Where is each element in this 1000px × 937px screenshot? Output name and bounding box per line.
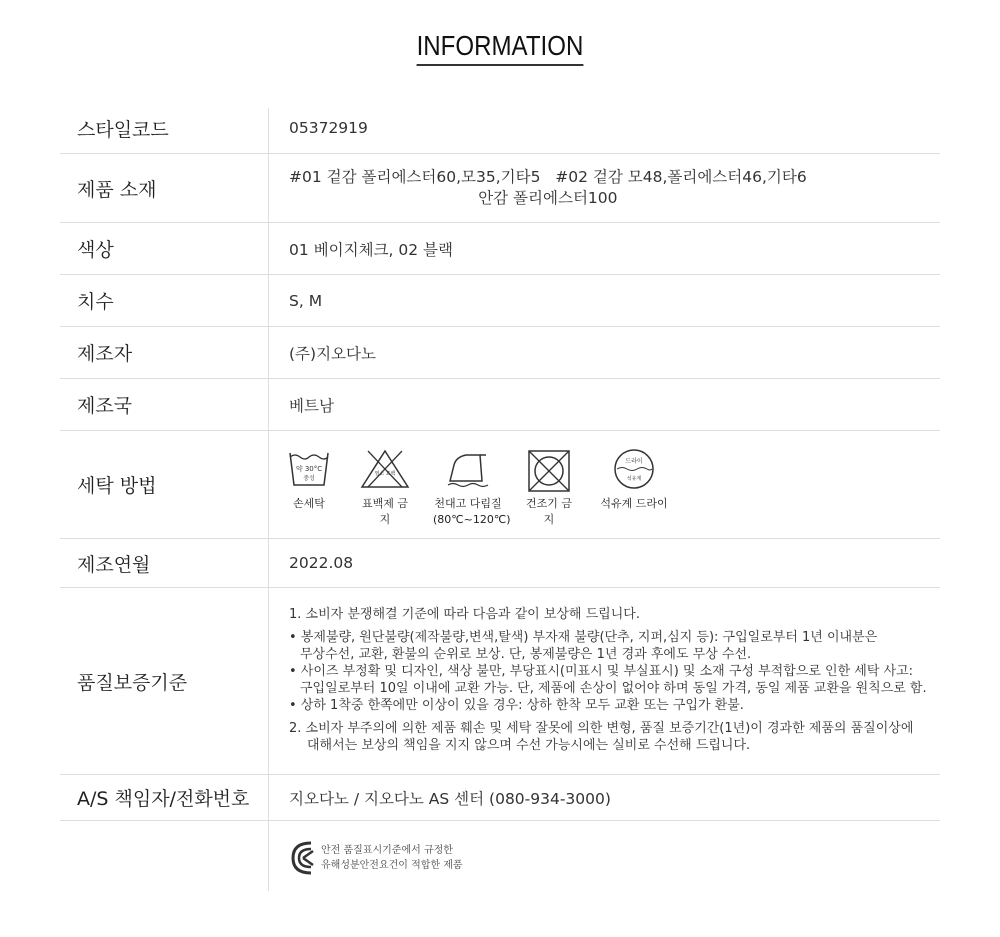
quality-label: 품질보증기준 [77,671,188,694]
wash-icons [289,431,669,538]
kc-text [321,843,463,873]
color-label: 색상 [77,239,114,261]
hand-wash-temp-text: 약 30°C [295,465,323,473]
wash-label: 세탁 방법 [77,475,157,497]
kc-mark [289,839,463,877]
country-label: 제조국 [77,395,133,417]
care-hand-wash [289,449,329,511]
dry-clean-text-1: 드라이 [625,458,643,465]
as-value: 지오다노 / 지오다노 AS 센터 (080-934-3000) [289,789,611,808]
care-no-dryer [521,449,577,527]
maker-value: (주)지오다노 [289,344,376,363]
row-style-code [60,103,940,154]
row-date [60,539,940,588]
iron-icon [446,449,490,489]
maker-label: 제조자 [77,343,133,365]
hand-wash-neutral-text: 중성 [303,475,315,482]
page-title-wrap [0,30,1000,66]
as-label: A/S 책임자/전화번호 [77,788,250,810]
quality-bullet-3: • 상하 1착중 한쪽에만 이상이 있을 경우: 상하 한착 모두 교환 또는 구입가 환불. [289,698,744,713]
material-label: 제품 소재 [77,178,157,201]
no-tumble-dry-icon [527,449,571,493]
no-dryer-caption: 건조기 금지 [525,497,572,526]
no-bleach-text: 염소 표백 [374,471,396,477]
size-label: 치수 [77,291,114,313]
kc-line-2: 유해성분안전요건이 적합한 제품 [321,860,463,871]
quality-text [289,606,927,754]
quality-bullet-2a: • 사이즈 부정확 및 디자인, 색상 불만, 부당표시(미표시 및 부실표시) 및 소재 구성 부적합으로 인한 세탁 사고: [289,664,914,679]
care-no-bleach [359,449,411,527]
hand-wash-caption: 손세탁 [293,497,325,510]
dry-clean-caption: 석유계 드라이 [600,497,668,510]
iron-temp-caption: (80℃~120℃) [433,513,511,526]
row-color [60,223,940,275]
kc-line-1: 안전 품질표시기준에서 규정한 [321,845,453,856]
material-value [289,154,807,222]
row-size [60,275,940,327]
material-line-2: 안감 폴리에스터100 [478,189,618,207]
care-dry-clean [599,449,669,511]
info-table [60,103,940,891]
row-wash [60,431,940,539]
quality-item-2a: 2. 소비자 부주의에 의한 제품 훼손 및 세탁 잘못에 의한 변형, 품질 보증기간(1년)이 경과한 제품의 품질이상에 [289,721,914,736]
no-bleach-icon [360,449,410,489]
no-bleach-caption: 표백제 금지 [361,497,408,526]
date-label: 제조연월 [77,553,151,576]
row-country [60,379,940,431]
row-quality [60,588,940,775]
hand-wash-icon [289,449,329,489]
kc-certification-icon [289,839,315,877]
material-line-1: #01 겉감 폴리에스터60,모35,기타5 #02 겉감 모48,폴리에스터46,기타6 [289,168,807,186]
dry-clean-text-2: 석유계 [626,476,642,482]
quality-bullet-1a: • 봉제불량, 원단불량(제작불량,변색,탈색) 부자재 불량(단추, 지퍼,심지 등): 구입일로부터 1년 이내분은 [289,630,878,645]
row-kc [60,821,940,891]
iron-caption: 천대고 다림질 [434,497,502,510]
dry-clean-icon [612,449,656,489]
style-code-label: 스타일코드 [77,118,169,141]
care-iron [433,449,511,526]
quality-item-1: 1. 소비자 분쟁해결 기준에 따라 다음과 같이 보상해 드립니다. [289,607,640,622]
country-value: 베트남 [289,396,334,415]
quality-bullet-2b: 구입일로부터 10일 이내에 교환 가능. 단, 제품에 손상이 없어야 하며 동일 가격, 동일 제품 교환을 원칙으로 함. [300,681,927,696]
quality-item-2b: 대해서는 보상의 책임을 지지 않으며 수선 가능시에는 실비로 수선해 드립니다. [307,738,751,753]
page-title: INFORMATION [417,30,584,66]
size-value: S, M [289,291,323,310]
row-as [60,775,940,821]
row-material [60,154,940,223]
style-code-value: 05372919 [289,119,368,137]
quality-bullet-1b: 무상수선, 교환, 환불의 순위로 보상. 단, 봉제불량은 1년 경과 후에도 무상 수선. [300,647,752,662]
row-maker [60,327,940,379]
date-value: 2022.08 [289,554,354,572]
color-value: 01 베이지체크, 02 블랙 [289,240,453,259]
